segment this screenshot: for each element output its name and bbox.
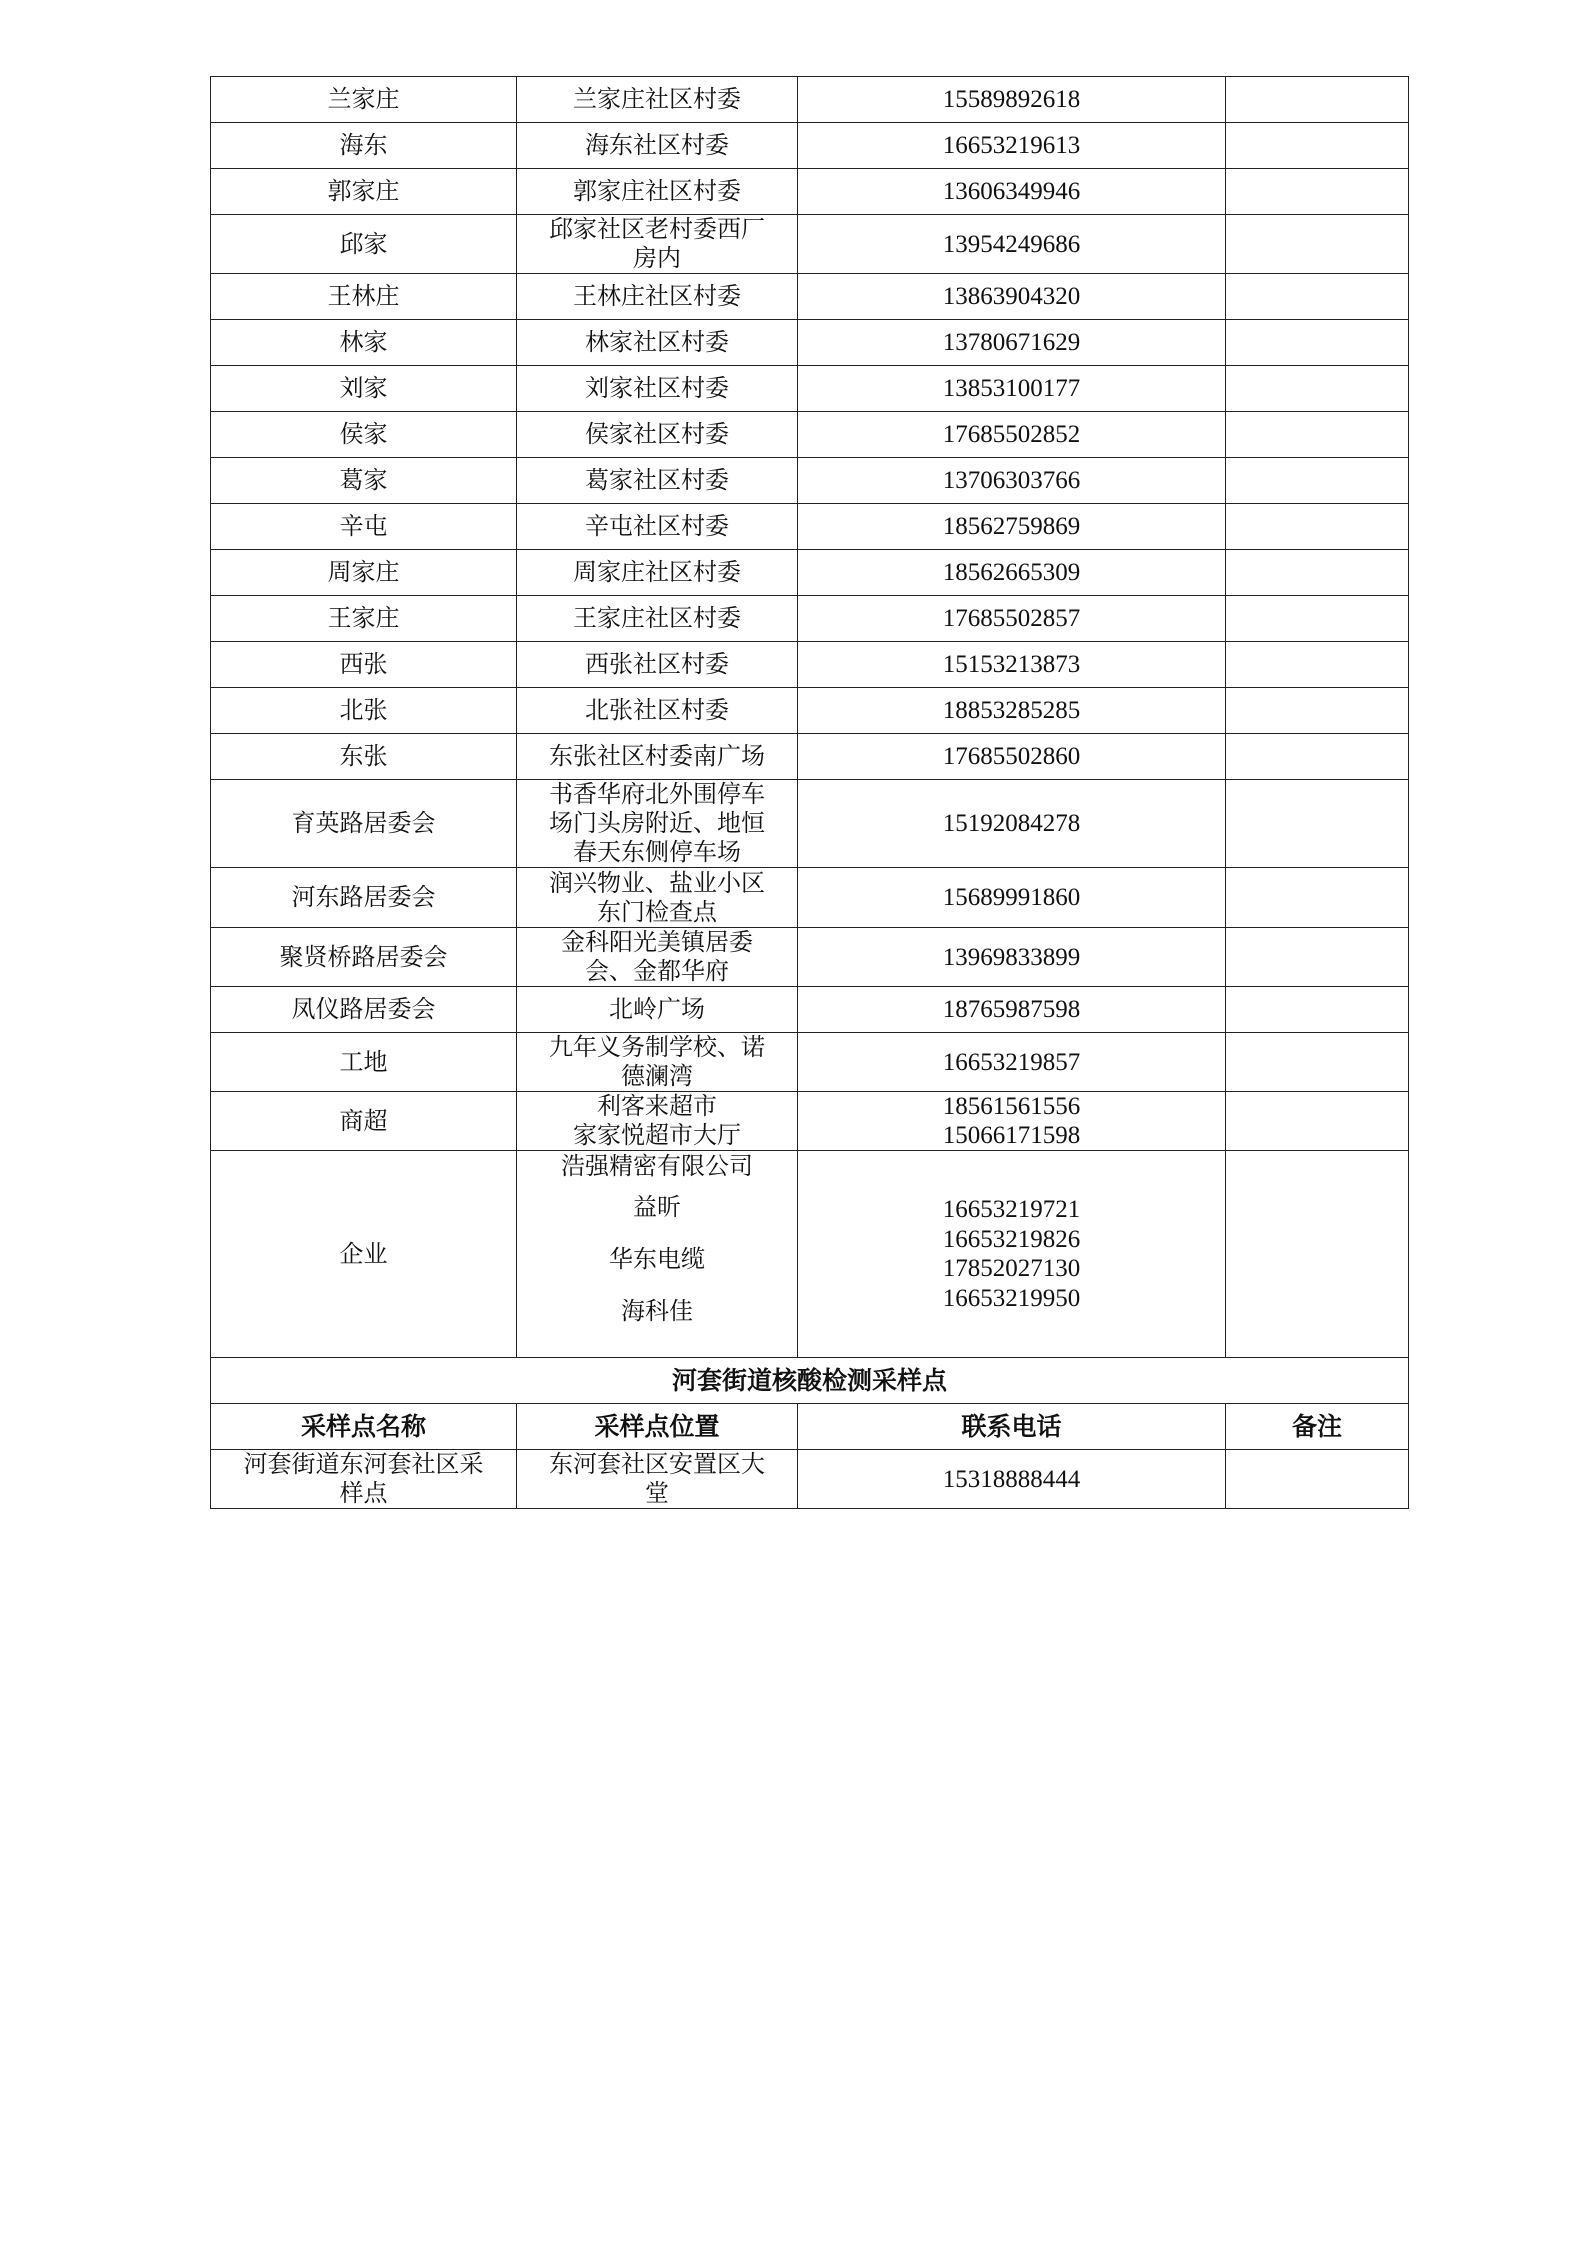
location-line: 利客来超市 (597, 1092, 717, 1120)
table-row (211, 504, 1409, 550)
note-cell (1226, 1092, 1409, 1151)
phone-number: 17852027130 (942, 1255, 1081, 1282)
table-row (211, 550, 1409, 596)
sampling-points-table (210, 76, 1409, 1509)
location-line: 会、金都华府 (585, 957, 729, 985)
table-row (211, 123, 1409, 169)
note-cell (1226, 928, 1409, 987)
site-location-cell (517, 77, 798, 123)
phone-cell (798, 642, 1226, 688)
site-name-cell: 辛屯 (211, 504, 517, 550)
location-line: 家家悦超市大厅 (573, 1121, 741, 1149)
phone-number: 13863904320 (942, 283, 1081, 310)
phone-number: 13606349946 (942, 178, 1081, 205)
phone-number: 13706303766 (942, 467, 1081, 494)
location-line: 北张社区村委 (585, 696, 729, 724)
site-name-cell: 海东 (211, 123, 517, 169)
phone-cell (798, 780, 1226, 868)
name-line: 样点 (339, 1479, 388, 1507)
table-row (211, 987, 1409, 1033)
site-location-cell (517, 412, 798, 458)
table-row (211, 1450, 1409, 1509)
note-cell (1226, 169, 1409, 215)
site-name-cell: 企业 (211, 1151, 517, 1358)
location-line: 西张社区村委 (585, 650, 729, 678)
note-cell (1226, 987, 1409, 1033)
phone-cell (798, 504, 1226, 550)
location-line: 辛屯社区村委 (585, 512, 729, 540)
location-line: 堂 (645, 1479, 669, 1507)
note-cell (1226, 780, 1409, 868)
location-line: 海科佳 (621, 1297, 693, 1325)
note-cell (1226, 1151, 1409, 1358)
phone-cell (798, 987, 1226, 1033)
site-location-cell (517, 596, 798, 642)
note-cell (1226, 596, 1409, 642)
site-name-cell: 侯家 (211, 412, 517, 458)
site-location-cell (517, 1092, 798, 1151)
location-line: 王家庄社区村委 (573, 604, 741, 632)
location-line: 王林庄社区村委 (573, 282, 741, 310)
phone-number: 15689991860 (942, 884, 1081, 911)
site-name-cell: 育英路居委会 (211, 780, 517, 868)
phone-number: 13954249686 (942, 230, 1081, 258)
note-cell (1226, 412, 1409, 458)
location-line: 东张社区村委南广场 (549, 742, 765, 770)
phone-cell (798, 169, 1226, 215)
location-line: 东门检查点 (597, 897, 717, 926)
table-row (211, 1092, 1409, 1151)
note-cell (1226, 868, 1409, 928)
location-line: 德澜湾 (621, 1062, 693, 1090)
site-location-cell (517, 1450, 798, 1509)
table-row (211, 688, 1409, 734)
site-location-cell (517, 274, 798, 320)
phone-cell (798, 458, 1226, 504)
location-line: 郭家庄社区村委 (573, 177, 741, 205)
table-row (211, 928, 1409, 987)
section-title: 河套街道核酸检测采样点 (211, 1358, 1409, 1404)
sampling-points-table-page (210, 76, 1408, 1509)
site-location-cell (517, 320, 798, 366)
site-location-cell (517, 987, 798, 1033)
table-row (211, 868, 1409, 928)
phone-cell (798, 868, 1226, 928)
table-row (211, 780, 1409, 868)
location-line: 北岭广场 (609, 995, 705, 1023)
phone-cell (798, 550, 1226, 596)
location-line: 林家社区村委 (585, 328, 729, 356)
location-line: 房内 (633, 244, 681, 272)
location-line: 九年义务制学校、诺 (549, 1033, 765, 1061)
phone-number: 17685502857 (942, 605, 1081, 632)
site-location-cell (517, 688, 798, 734)
site-location-cell (517, 780, 798, 868)
site-location-cell (517, 1151, 798, 1358)
note-cell (1226, 504, 1409, 550)
note-cell (1226, 458, 1409, 504)
name-line: 河套街道东河套社区采 (243, 1450, 484, 1478)
phone-number: 13969833899 (942, 943, 1081, 971)
site-name-cell: 林家 (211, 320, 517, 366)
header-row (211, 1404, 1409, 1450)
phone-cell (798, 734, 1226, 780)
phone-cell (798, 1092, 1226, 1151)
site-name-cell: 刘家 (211, 366, 517, 412)
site-name-cell: 工地 (211, 1033, 517, 1092)
site-location-cell (517, 550, 798, 596)
location-line: 刘家社区村委 (585, 374, 729, 402)
phone-cell: 15318888444 (798, 1450, 1226, 1509)
phone-cell (798, 366, 1226, 412)
note-cell (1226, 1450, 1409, 1509)
location-line: 浩强精密有限公司 (561, 1152, 753, 1180)
phone-cell (798, 412, 1226, 458)
table-body (211, 77, 1409, 1509)
site-name-cell: 郭家庄 (211, 169, 517, 215)
phone-number: 13853100177 (942, 375, 1081, 402)
phone-number: 18853285285 (942, 697, 1081, 724)
location-line: 葛家社区村委 (585, 466, 729, 494)
phone-number: 16653219826 (942, 1225, 1081, 1253)
phone-number: 18562759869 (942, 513, 1081, 540)
phone-number: 16653219721 (942, 1196, 1081, 1223)
location-line: 春天东侧停车场 (573, 838, 741, 866)
site-name-cell: 兰家庄 (211, 77, 517, 123)
site-name-cell: 河东路居委会 (211, 868, 517, 928)
location-line: 场门头房附近、地恒 (549, 809, 765, 837)
site-name-cell: 周家庄 (211, 550, 517, 596)
phone-number: 16653219613 (942, 132, 1081, 159)
table-row (211, 458, 1409, 504)
note-cell (1226, 320, 1409, 366)
table-row (211, 642, 1409, 688)
site-name-cell: 西张 (211, 642, 517, 688)
table-row (211, 320, 1409, 366)
table-row (211, 77, 1409, 123)
location-line: 兰家庄社区村委 (573, 85, 741, 113)
location-line: 益昕 (633, 1193, 681, 1221)
phone-cell (798, 688, 1226, 734)
note-cell (1226, 215, 1409, 274)
site-location-cell (517, 642, 798, 688)
table-row (211, 596, 1409, 642)
location-line: 金科阳光美镇居委 (561, 928, 753, 956)
phone-number: 18765987598 (942, 996, 1081, 1023)
site-name-cell: 聚贤桥路居委会 (211, 928, 517, 987)
site-name-cell: 凤仪路居委会 (211, 987, 517, 1033)
site-location-cell (517, 1033, 798, 1092)
site-location-cell (517, 215, 798, 274)
site-location-cell (517, 868, 798, 928)
table-row (211, 274, 1409, 320)
phone-cell (798, 274, 1226, 320)
location-line: 东河套社区安置区大 (549, 1450, 765, 1478)
site-name-cell: 东张 (211, 734, 517, 780)
site-location-cell (517, 734, 798, 780)
location-line: 书香华府北外围停车 (549, 780, 765, 808)
location-line: 邱家社区老村委西厂 (549, 215, 765, 243)
site-location-cell (517, 458, 798, 504)
site-name-cell: 北张 (211, 688, 517, 734)
table-row (211, 412, 1409, 458)
phone-number: 18562665309 (942, 559, 1081, 586)
phone-cell (798, 215, 1226, 274)
section-title-row (211, 1358, 1409, 1404)
phone-cell (798, 928, 1226, 987)
phone-cell (798, 320, 1226, 366)
location-line: 侯家社区村委 (585, 420, 729, 448)
phone-number: 16653219950 (942, 1284, 1081, 1312)
note-cell (1226, 123, 1409, 169)
note-cell (1226, 366, 1409, 412)
phone-number: 15153213873 (942, 651, 1081, 678)
phone-number: 18561561556 (942, 1093, 1081, 1120)
note-cell (1226, 734, 1409, 780)
phone-number: 17685502852 (942, 421, 1081, 448)
site-name-cell: 葛家 (211, 458, 517, 504)
site-location-cell (517, 366, 798, 412)
site-name-cell (211, 1450, 517, 1509)
location-line: 海东社区村委 (585, 131, 729, 159)
phone-number: 15192084278 (942, 810, 1081, 837)
location-line: 润兴物业、盐业小区 (549, 868, 765, 897)
note-cell (1226, 642, 1409, 688)
location-line: 周家庄社区村委 (573, 558, 741, 586)
note-cell (1226, 1033, 1409, 1092)
site-location-cell (517, 504, 798, 550)
note-cell (1226, 550, 1409, 596)
header-site-name: 采样点名称 (211, 1404, 517, 1450)
site-name-cell: 商超 (211, 1092, 517, 1151)
header-note: 备注 (1226, 1404, 1409, 1450)
note-cell (1226, 688, 1409, 734)
table-row (211, 734, 1409, 780)
phone-number: 15589892618 (942, 86, 1081, 113)
note-cell (1226, 274, 1409, 320)
site-location-cell (517, 123, 798, 169)
site-name-cell: 邱家 (211, 215, 517, 274)
site-name-cell: 王林庄 (211, 274, 517, 320)
phone-number: 16653219857 (942, 1048, 1081, 1076)
table-row (211, 215, 1409, 274)
phone-number: 17685502860 (942, 743, 1081, 770)
location-line: 华东电缆 (609, 1245, 705, 1273)
phone-cell (798, 123, 1226, 169)
table-row-enterprise (211, 1151, 1409, 1358)
table-row (211, 366, 1409, 412)
header-site-location: 采样点位置 (517, 1404, 798, 1450)
table-row (211, 169, 1409, 215)
note-cell (1226, 77, 1409, 123)
phone-cell (798, 596, 1226, 642)
phone-number: 13780671629 (942, 329, 1081, 356)
header-phone: 联系电话 (798, 1404, 1226, 1450)
site-location-cell (517, 928, 798, 987)
phone-cell (798, 1151, 1226, 1358)
table-row (211, 1033, 1409, 1092)
phone-cell (798, 77, 1226, 123)
phone-cell (798, 1033, 1226, 1092)
site-location-cell (517, 169, 798, 215)
phone-number: 15066171598 (942, 1122, 1081, 1149)
site-name-cell: 王家庄 (211, 596, 517, 642)
